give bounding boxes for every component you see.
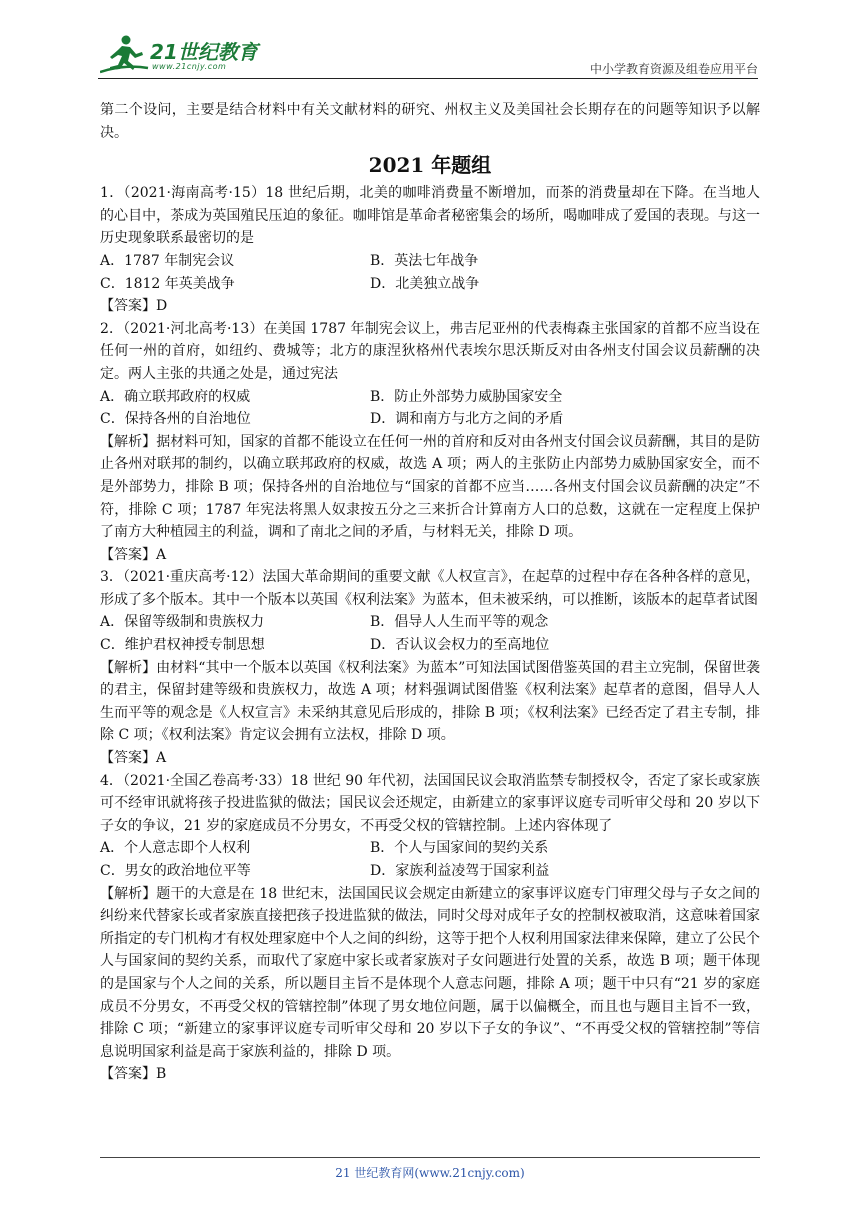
answer-line xyxy=(100,544,760,567)
intro-paragraph: 第二个设问，主要是结合材料中有关文献材料的研究、州权主义及美国社会长期存在的问题等知识予以解决。 xyxy=(100,102,760,141)
option-b: B．个人与国家间的契约关系 xyxy=(370,840,549,857)
question-stem: 1．（2021·海南高考·15）18 世纪后期，北美的咖啡消费量不断增加，而茶的消费量却在下降。在当地人的心目中，茶成为英国殖民压迫的象征。咖啡馆是革命者秘密集会的场所，喝咖啡成了爱国的表现。与这一历史现象联系最密切的是 xyxy=(100,185,760,247)
answer-label: 【答案】 xyxy=(100,750,156,767)
answer-value: A xyxy=(156,750,167,767)
answer-value: A xyxy=(156,546,167,563)
answer-label: 【答案】 xyxy=(100,298,156,315)
question-2 xyxy=(100,318,760,567)
question-1 xyxy=(100,182,760,318)
document-body xyxy=(100,99,760,1086)
answer-label: 【答案】 xyxy=(100,1066,156,1083)
analysis-paragraph xyxy=(100,657,760,747)
option-grid xyxy=(100,837,760,882)
answer-label: 【答案】 xyxy=(100,546,156,563)
analysis-text: 据材料可知，国家的首都不能设立在任何一州的首府和反对由各州支付国会议员薪酬，其目的是防止各州对联邦的制约，以确立联邦政府的权威，故选 A 项；两人的主张防止内部势力威胁国家安全，而不是外部势力，排除 B 项；保持各州的自治地位与“国家的首都不应当……各州支付国会议员薪酬的决定”不符，排除 C 项；1787 年宪法将黑人奴隶按五分之三来折合计算南方人口的总数，这就在一定程度上保护了南方大种植园主的利益，调和了南北之间的矛盾，与材料无关，排除 D 项。 xyxy=(100,433,761,541)
option-d: D．调和南方与北方之间的矛盾 xyxy=(370,411,564,428)
header-divider xyxy=(98,78,758,79)
option-grid xyxy=(100,611,760,656)
question-stem: 4．（2021·全国乙卷高考·33）18 世纪 90 年代初，法国国民议会取消监禁专制授权令，否定了家长或家族可不经审讯就将孩子投进监狱的做法；国民议会还规定，由新建立的家事评议庭专司听审父母和 20 岁以下子女的争议，21 岁的家庭成员不分男女，不再受父权的管辖控制。上述内容体现了 xyxy=(100,772,760,834)
answer-line xyxy=(100,747,760,770)
option-d: D．家族利益凌驾于国家利益 xyxy=(370,863,550,879)
option-d: D．否认议会权力的至高地位 xyxy=(370,637,550,654)
site-logo[interactable] xyxy=(100,32,270,76)
platform-name: 中小学教育资源及组卷应用平台 xyxy=(589,62,758,76)
answer-value: D xyxy=(156,298,168,315)
option-c: C．维护君权神授专制思想 xyxy=(100,637,265,654)
runner-icon xyxy=(100,32,150,76)
option-b: B．防止外部势力威胁国家安全 xyxy=(370,388,563,405)
analysis-paragraph xyxy=(100,883,760,1064)
option-d: D．北美独立战争 xyxy=(370,275,480,292)
option-c: C．男女的政治地位平等 xyxy=(100,863,251,879)
page-header xyxy=(100,32,758,78)
analysis-label: 【解析】 xyxy=(100,433,157,450)
analysis-label: 【解析】 xyxy=(100,659,157,676)
option-a: A．1787 年制宪会议 xyxy=(100,252,235,269)
analysis-text: 由材料“其中一个版本以英国《权利法案》为蓝本”可知法国试图借鉴英国的君主立宪制，保留世袭的君主，保留封建等级和贵族权力，故选 A 项；材料强调试图借鉴《权利法案》起草者的意图，倡导人人生而平等的观念是《人权宣言》未采纳其意见后形成的，排除 B 项；《权利法案》已经否定了君主专制，排除 C 项；《权利法案》肯定议会拥有立法权，排除 D 项。 xyxy=(100,659,761,744)
logo-url: www.21cnjy.com xyxy=(152,62,227,71)
analysis-paragraph xyxy=(100,431,760,544)
question-stem: 3．（2021·重庆高考·12）法国大革命期间的重要文献《人权宣言》，在起草的过程中存在各种各样的意见，形成了多个版本。其中一个版本以英国《权利法案》为蓝本，但未被采纳，可以推断，该版本的起草者试图 xyxy=(100,569,760,608)
answer-value: B xyxy=(156,1066,167,1083)
section-title: 2021 年题组 xyxy=(368,153,492,178)
question-4 xyxy=(100,770,760,1086)
analysis-text: 题干的大意是在 18 世纪末，法国国民议会规定由新建立的家事评议庭专门审理父母与子女之间的纠纷来代替家长或者家族直接把孩子投进监狱的做法，同时父母对成年子女的控制权被取消，这意味着国家所指定的专门机构才有权处理家庭中个人之间的纠纷，这等于把个人权利用国家法律来保障，建立了公民个人与国家间的契约关系，而取代了家庭中家长或者家族对子女问题进行处置的关系，故选 B 项；题干体现的是国家与个人之间的关系，所以题目主旨不是体现个人意志问题，排除 A 项；题干中只有“21 岁的家庭成员不分男女，不再受父权的管辖控制”体现了男女地位问题，属于以偏概全，而且也与题目主旨不一致，排除 C 项；“新建立的家事评议庭专司听审父母和 20 岁以下子女的争议”、“不再受父权的管辖控制”等信息说明国家利益是高于家族利益的，排除 D 项。 xyxy=(100,885,761,1060)
option-b: B．倡导人人生而平等的观念 xyxy=(370,614,549,631)
option-a: A．确立联邦政府的权威 xyxy=(100,388,251,405)
option-c: C．1812 年英美战争 xyxy=(100,275,235,292)
option-c: C．保持各州的自治地位 xyxy=(100,411,251,428)
option-a: A．个人意志即个人权利 xyxy=(100,840,251,857)
answer-line xyxy=(100,1063,760,1086)
page-footer[interactable]: 21 世纪教育网(www.21cnjy.com) xyxy=(335,1166,525,1180)
logo-text: 21世纪教育 xyxy=(150,40,258,64)
option-grid xyxy=(100,250,760,295)
option-a: A．保留等级制和贵族权力 xyxy=(100,614,265,631)
option-grid xyxy=(100,386,760,431)
analysis-label: 【解析】 xyxy=(100,885,157,902)
option-b: B．英法七年战争 xyxy=(370,252,479,269)
footer-divider xyxy=(100,1157,760,1158)
question-stem: 2．（2021·河北高考·13）在美国 1787 年制宪会议上，弗吉尼亚州的代表梅森主张国家的首都不应当设在任何一州的首府，如纽约、费城等；北方的康涅狄格州代表埃尔思沃斯反对由各州支付国会议员薪酬的决定。两人主张的共通之处是，通过宪法 xyxy=(100,320,760,382)
answer-line xyxy=(100,295,760,318)
question-3 xyxy=(100,566,760,769)
